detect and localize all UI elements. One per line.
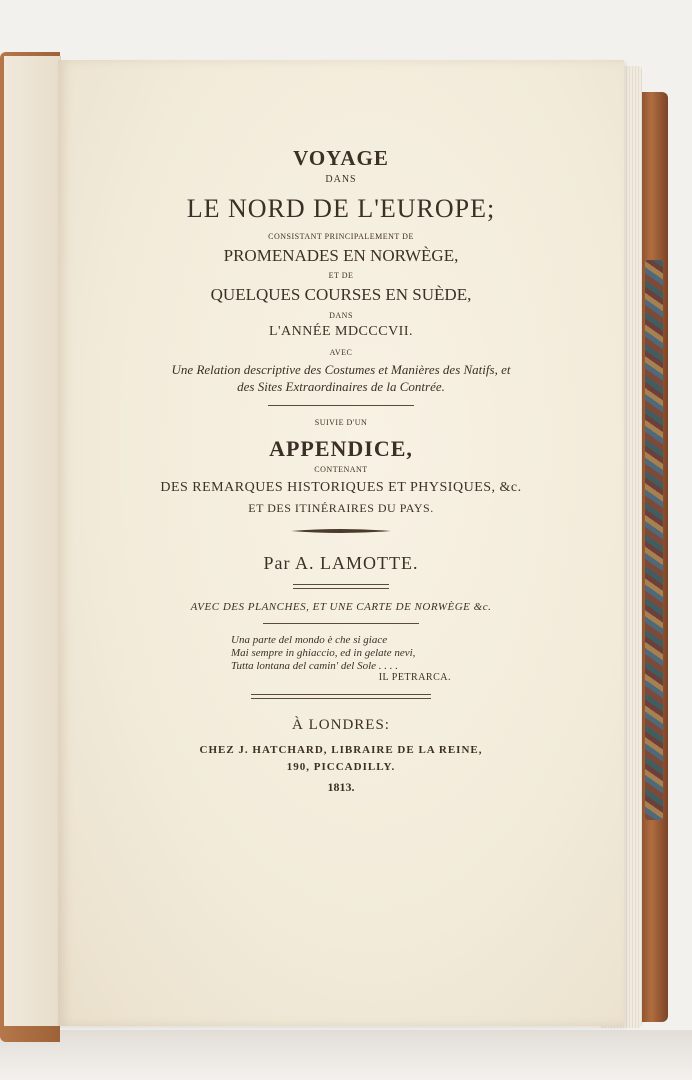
quote-line-3: Tutta lontana del camin' del Sole . . . . (231, 659, 399, 672)
title-contenant: CONTENANT (314, 464, 368, 474)
title-voyage: VOYAGE (293, 146, 389, 170)
author-line: Par A. LAMOTTE. (263, 552, 419, 573)
title-annee: L'ANNÉE MDCCCVII. (268, 324, 413, 340)
title-et-de: ET DE (328, 271, 354, 281)
imprint-publisher: CHEZ J. HATCHARD, LIBRAIRE DE LA REINE, (199, 743, 483, 756)
title-suivie: SUIVIE D'UN (314, 418, 368, 428)
title-consistant: CONSISTANT PRINCIPALEMENT DE (268, 231, 414, 241)
title-itineraires: ET DES ITINÉRAIRES DU PAYS. (248, 501, 434, 516)
imprint-city: À LONDRES: (292, 716, 390, 733)
title-page-text (58, 140, 624, 795)
quote-line-1: Una parte del mondo è che si giace (231, 634, 388, 647)
table-surface (0, 1030, 692, 1080)
imprint-address: 190, PICCADILLY. (286, 760, 396, 773)
double-rule-2 (251, 694, 431, 699)
title-relation-1: Une Relation descriptive des Costumes et Manières des Natifs, et (171, 362, 511, 378)
title-relation-2: des Sites Extraordinaires de la Contrée. (237, 379, 445, 395)
title-appendice: APPENDICE, (269, 435, 413, 461)
title-avec: AVEC (329, 348, 353, 358)
title-dans-2: DANS (329, 311, 353, 320)
marbled-edge (645, 260, 663, 820)
title-promenades: PROMENADES EN NORWÈGE, (223, 245, 459, 265)
petrarca-quote (231, 634, 451, 683)
ornamental-rule (291, 528, 391, 534)
quote-line-2: Mai sempre in ghiaccio, ed in gelate nevi, (231, 646, 416, 659)
divider-rule-2 (263, 623, 419, 624)
book-endpaper (4, 56, 61, 1026)
divider-rule-1 (268, 405, 414, 406)
double-rule (293, 584, 389, 589)
imprint-year: 1813. (327, 780, 355, 795)
title-nord: LE NORD DE L'EUROPE; (186, 193, 496, 223)
title-remarques: DES REMARQUES HISTORIQUES ET PHYSIQUES, &c. (160, 480, 522, 496)
title-quelques: QUELQUES COURSES EN SUÈDE, (210, 285, 472, 305)
title-planches: AVEC DES PLANCHES, ET UNE CARTE DE NORWÈGE &c. (190, 600, 492, 613)
title-dans-1: DANS (325, 174, 357, 186)
quote-attribution: IL PETRARCA. (378, 672, 451, 684)
